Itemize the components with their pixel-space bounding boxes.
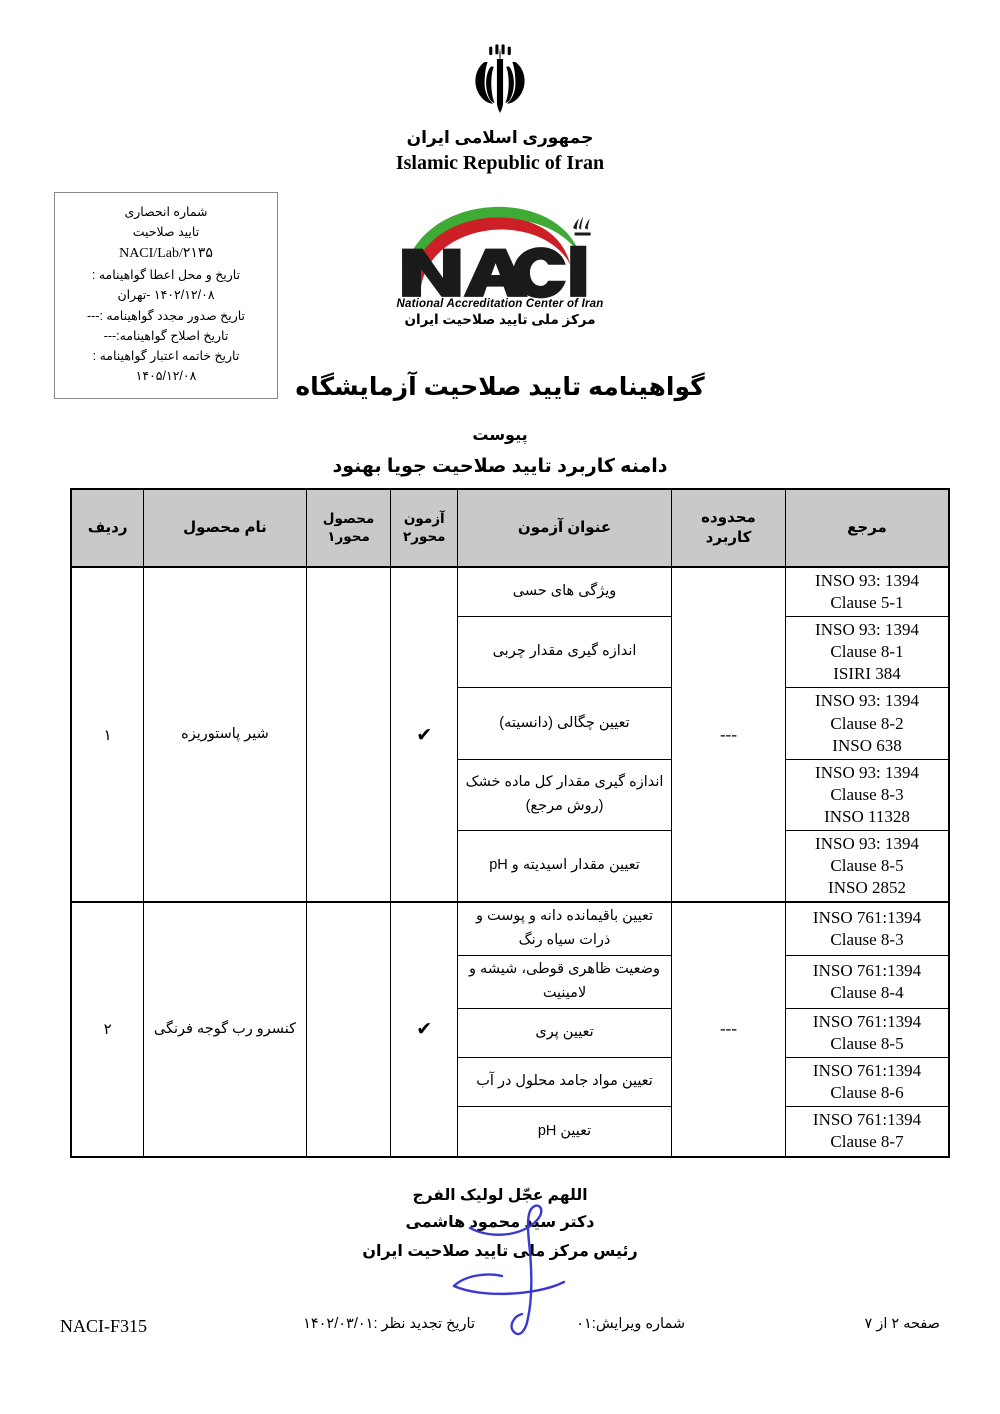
info-line-9: ۱۴۰۵/۱۲/۰۸ [135,369,197,384]
signature-invocation: اللهم عجّل لولیک الفرج [412,1187,588,1204]
cell-reference: INSO 93: 1394 Clause 5-1 [786,567,949,617]
cell-test-title: تعیین چگالی (دانسیته) [458,688,672,759]
col-header-test-axis-line2: محور۲ [402,529,446,544]
cell-reference: INSO 93: 1394 Clause 8-2 INSO 638 [786,688,949,759]
cell-test-title: تعیین pH [458,1107,672,1157]
naci-logo-icon [390,196,610,302]
cell-reference: INSO 761:1394 Clause 8-5 [786,1009,949,1058]
col-header-range-line2: کاربرد [705,529,752,546]
col-header-range [671,489,785,567]
cell-row-index: ۲ [71,902,144,1156]
cell-reference: INSO 93: 1394 Clause 8-1 ISIRI 384 [786,617,949,688]
col-header-product-name: نام محصول [144,489,306,567]
scope-subtitle: دامنه کاربرد تایید صلاحیت جویا بهنود [332,456,668,477]
info-line-4: تاریخ و محل اعطا گواهینامه : [91,268,241,283]
page-footer [60,1316,940,1342]
signature-block [0,1186,1000,1261]
cell-test-axis-mark: ✔ [391,567,458,902]
table-row [71,902,949,955]
emblem-container [0,42,1000,116]
cell-reference: INSO 93: 1394 Clause 8-3 INSO 11328 [786,759,949,830]
cell-range: --- [671,902,785,1156]
table-header-row [71,489,949,567]
info-line-7: تاریخ اصلاح گواهینامه:--- [103,328,229,343]
certificate-info-box [54,192,278,399]
footer-page-number: صفحه ۲ از ۷ [864,1316,940,1332]
annex-label: پیوست [472,427,528,444]
cell-reference: INSO 761:1394 Clause 8-7 [786,1107,949,1157]
col-header-range-line1: محدوده [701,508,756,526]
col-header-product-axis-line1: محصول [322,510,375,526]
cell-reference: INSO 761:1394 Clause 8-4 [786,956,949,1009]
col-header-test-title: عنوان آزمون [458,489,672,567]
page-title: گواهینامه تایید صلاحیت آزمایشگاه [295,373,705,401]
cell-test-axis-mark: ✔ [391,902,458,1156]
signatory-title: رئیس مرکز ملی تایید صلاحیت ایران [362,1243,638,1260]
cell-reference: INSO 761:1394 Clause 8-3 [786,902,949,955]
col-header-test-axis [391,489,458,567]
cell-product-name: کنسرو رب گوجه فرنگی [144,902,306,1156]
cell-reference: INSO 761:1394 Clause 8-6 [786,1058,949,1107]
cell-test-title: تعیین مقدار اسیدیته و pH [458,831,672,903]
info-line-1: شماره انحصاری [124,205,208,219]
scope-table [70,488,950,1158]
info-line-8: تاریخ خاتمه اعتبار گواهینامه : [92,349,240,364]
signatory-name: دکتر سید محمود هاشمی [405,1214,595,1231]
cell-test-title: ویژگی های حسی [458,567,672,617]
info-line-5: ۱۴۰۲/۱۲/۰۸ -تهران [117,288,215,303]
naci-subtitle-fa: مرکز ملی تایید صلاحیت ایران [404,312,596,327]
cell-range: --- [671,567,785,902]
info-line-6: تاریخ صدور مجدد گواهینامه :--- [86,308,246,323]
table-row [71,567,949,617]
col-header-product-axis-line2: محور۱ [327,529,370,544]
cell-product-axis-mark [306,902,391,1156]
footer-form-code: NACI-F315 [60,1316,148,1336]
cell-product-axis-mark [306,567,391,902]
cell-test-title: تعیین مواد جامد محلول در آب [458,1058,672,1107]
cell-row-index: ۱ [71,567,144,902]
cell-product-name: شیر پاستوریزه [144,567,306,902]
cell-test-title: وضعیت ظاهری قوطی، شیشه و لامینیت [458,956,672,1009]
cell-test-title: اندازه گیری مقدار کل ماده خشک (روش مرجع) [458,759,672,830]
scope-table-body [71,567,949,1157]
footer-review-date: تاریخ تجدید نظر :۱۴۰۲/۰۳/۰۱ [303,1316,475,1332]
naci-subtitle-en: National Accreditation Center of Iran [396,298,604,310]
cell-test-title: تعیین پری [458,1009,672,1058]
info-line-2: تایید صلاحیت [132,225,200,240]
cell-test-title: اندازه گیری مقدار چربی [458,617,672,688]
col-header-reference: مرجع [786,489,949,567]
cell-reference: INSO 93: 1394 Clause 8-5 INSO 2852 [786,831,949,903]
col-header-row-no: ردیف [71,489,144,567]
col-header-product-axis [306,489,391,567]
gov-title-fa: جمهوری اسلامی ایران [406,128,594,147]
footer-revision: شماره ویرایش:۰۱ [576,1316,685,1332]
col-header-test-axis-line1: آزمون [403,510,445,526]
cell-test-title: تعیین باقیمانده دانه و پوست و ذرات سیاه رنگ [458,902,672,955]
government-title [0,128,1000,175]
gov-title-en: Islamic Republic of Iran [395,152,605,174]
info-line-3-number: NACI/Lab/۲۱۳۵ [119,245,213,261]
iran-emblem-icon [461,42,539,116]
